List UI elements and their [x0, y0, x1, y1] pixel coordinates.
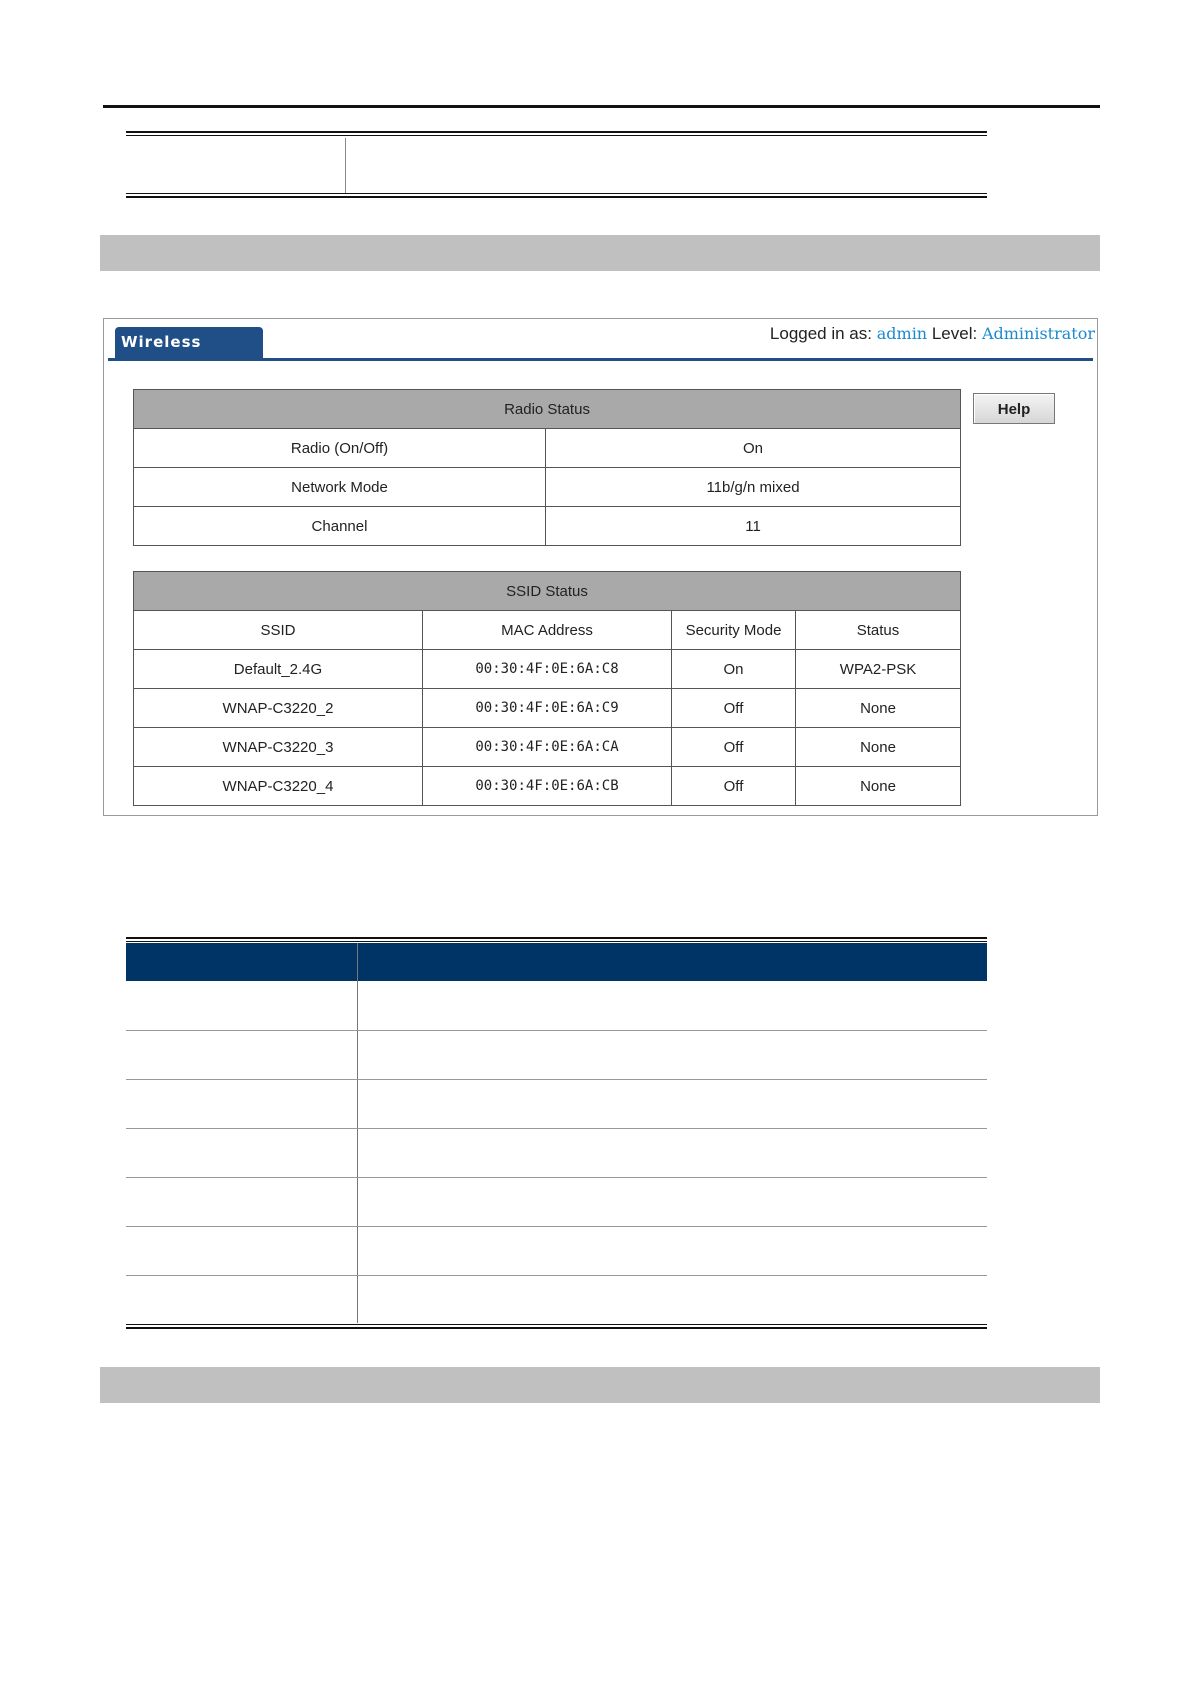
status-cell: WPA2-PSK [796, 650, 961, 689]
login-level: Administrator [981, 324, 1095, 343]
login-prefix: Logged in as: [769, 324, 872, 343]
login-user: admin [876, 324, 928, 343]
col-header-ssid: SSID [134, 611, 423, 650]
channel-value: 11 [546, 507, 961, 546]
security-cell: Off [672, 728, 796, 767]
security-cell: Off [672, 767, 796, 806]
table-row [134, 689, 961, 728]
desc-row-line [126, 1226, 987, 1227]
radio-label: Radio (On/Off) [134, 429, 546, 468]
desc-row-line [126, 1275, 987, 1276]
table-row [134, 507, 961, 546]
desc-table-rule-bottom [126, 1324, 987, 1329]
mac-cell: 00:30:4F:0E:6A:C8 [423, 650, 672, 689]
channel-label: Channel [134, 507, 546, 546]
ssid-header-row [134, 611, 961, 650]
ssid-status-title: SSID Status [134, 572, 961, 611]
login-info [770, 324, 1095, 344]
security-cell: Off [672, 689, 796, 728]
status-cell: None [796, 767, 961, 806]
mac-cell: 00:30:4F:0E:6A:CB [423, 767, 672, 806]
help-button[interactable]: Help [973, 393, 1055, 424]
network-mode-value: 11b/g/n mixed [546, 468, 961, 507]
table-row [134, 429, 961, 468]
level-prefix: Level: [931, 324, 978, 343]
top-ruled-table [126, 131, 987, 198]
top-table-divider [345, 138, 346, 193]
desc-row-line [126, 1030, 987, 1031]
desc-row-line [126, 1177, 987, 1178]
col-header-status: Status [796, 611, 961, 650]
col-header-mac: MAC Address [423, 611, 672, 650]
description-table [126, 937, 987, 1329]
table-row [134, 468, 961, 507]
table-row [134, 650, 961, 689]
radio-status-title: Radio Status [134, 390, 961, 429]
tab-underline [108, 358, 1093, 361]
ssid-cell: WNAP-C3220_3 [134, 728, 423, 767]
status-cell: None [796, 728, 961, 767]
radio-status-table [133, 389, 961, 546]
desc-table-header [126, 943, 987, 981]
section-heading-band [100, 235, 1100, 271]
top-table-rule-bottom [126, 193, 987, 198]
ssid-cell: Default_2.4G [134, 650, 423, 689]
tab-wireless-status[interactable]: Wireless Status [115, 327, 263, 358]
desc-row-line [126, 1128, 987, 1129]
mac-cell: 00:30:4F:0E:6A:CA [423, 728, 672, 767]
ssid-cell: WNAP-C3220_2 [134, 689, 423, 728]
page-header-rule [103, 105, 1100, 108]
network-mode-label: Network Mode [134, 468, 546, 507]
section-heading-band-2 [100, 1367, 1100, 1403]
col-header-security: Security Mode [672, 611, 796, 650]
top-table-rule-top [126, 131, 987, 136]
wireless-status-screenshot [103, 318, 1098, 816]
table-row [134, 728, 961, 767]
table-row [134, 767, 961, 806]
security-cell: On [672, 650, 796, 689]
ssid-status-table [133, 571, 961, 806]
desc-table-rule-top [126, 937, 987, 942]
radio-value: On [546, 429, 961, 468]
mac-cell: 00:30:4F:0E:6A:C9 [423, 689, 672, 728]
desc-table-divider [357, 943, 358, 1323]
desc-row-line [126, 1079, 987, 1080]
ssid-cell: WNAP-C3220_4 [134, 767, 423, 806]
status-cell: None [796, 689, 961, 728]
